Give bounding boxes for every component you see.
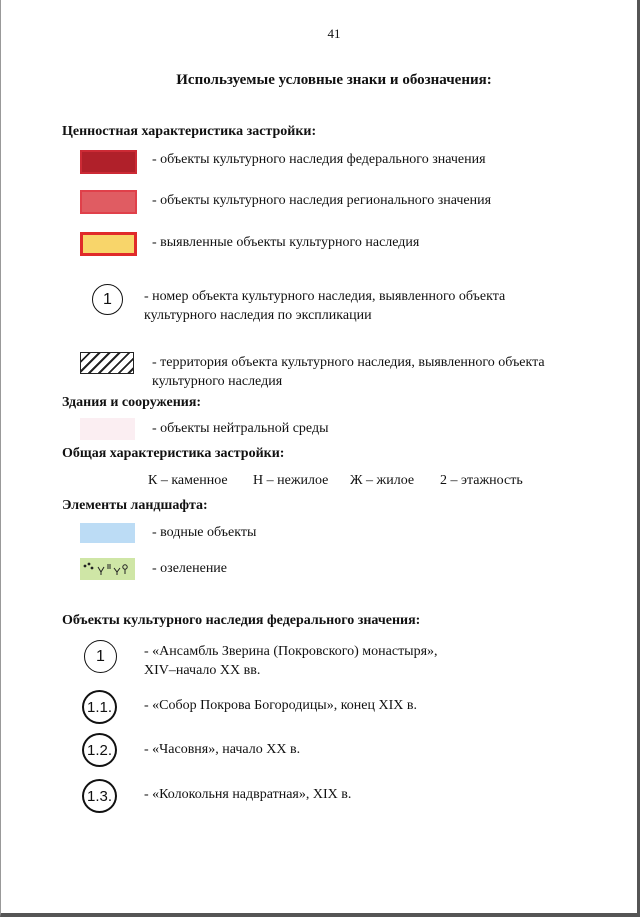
object-number-desc-line1: - номер объекта культурного наследия, выявленного объекта [144, 289, 506, 304]
object-1-line2: XIV–начало XX вв. [144, 663, 261, 678]
object-1-3-marker-icon: 1.3. [82, 779, 117, 813]
regional-heritage-label: - объекты культурного наследия регионального значения [152, 193, 492, 208]
regional-heritage-swatch [80, 190, 137, 214]
object-1-2-marker-icon: 1.2. [82, 733, 117, 767]
identified-heritage-label: - выявленные объекты культурного наследия [152, 235, 420, 250]
greenery-swatch [80, 558, 135, 580]
identified-heritage-swatch [80, 232, 137, 256]
neutral-environment-label: - объекты нейтральной среды [152, 421, 329, 436]
territory-desc-line1: - территория объекта культурного наследия, выявленного объекта [152, 355, 545, 370]
object-1-2-label: - «Часовня», начало XX в. [144, 742, 301, 757]
buildings-section-heading: Здания и сооружения: [62, 395, 202, 410]
water-label: - водные объекты [152, 525, 257, 540]
value-section-heading: Ценностная характеристика застройки: [62, 124, 317, 139]
water-swatch [80, 523, 135, 543]
object-1-1-marker-icon: 1.1. [82, 690, 117, 724]
page-title: Используемые условные знаки и обозначения: [176, 72, 492, 88]
territory-hatch-swatch [80, 352, 134, 374]
general-section-heading: Общая характеристика застройки: [62, 446, 285, 461]
territory-desc-line2: культурного наследия [152, 374, 283, 389]
object-1-1-label: - «Собор Покрова Богородицы», конец XIX в. [144, 698, 417, 713]
object-1-marker-icon: 1 [84, 640, 117, 673]
federal-heritage-swatch [80, 150, 137, 174]
federal-objects-heading: Объекты культурного наследия федерального значения: [62, 613, 421, 628]
federal-heritage-label: - объекты культурного наследия федерального значения [152, 152, 486, 167]
object-1-3-label: - «Колокольня надвратная», XIX в. [144, 787, 352, 802]
landscape-section-heading: Элементы ландшафта: [62, 498, 208, 513]
neutral-environment-swatch [80, 418, 135, 440]
code-nonresidential: Н – нежилое [253, 473, 329, 488]
object-number-desc-line2: культурного наследия по экспликации [144, 308, 372, 323]
object-1-line1: - «Ансамбль Зверина (Покровского) монастыря», [144, 644, 438, 659]
greenery-symbols-icon [80, 558, 135, 580]
code-residential: Ж – жилое [350, 473, 415, 488]
object-number-marker-icon: 1 [92, 284, 123, 315]
page-number: 41 [327, 26, 341, 41]
code-stone: К – каменное [148, 473, 228, 488]
greenery-label: - озеленение [152, 561, 228, 576]
code-floors: 2 – этажность [440, 473, 523, 488]
